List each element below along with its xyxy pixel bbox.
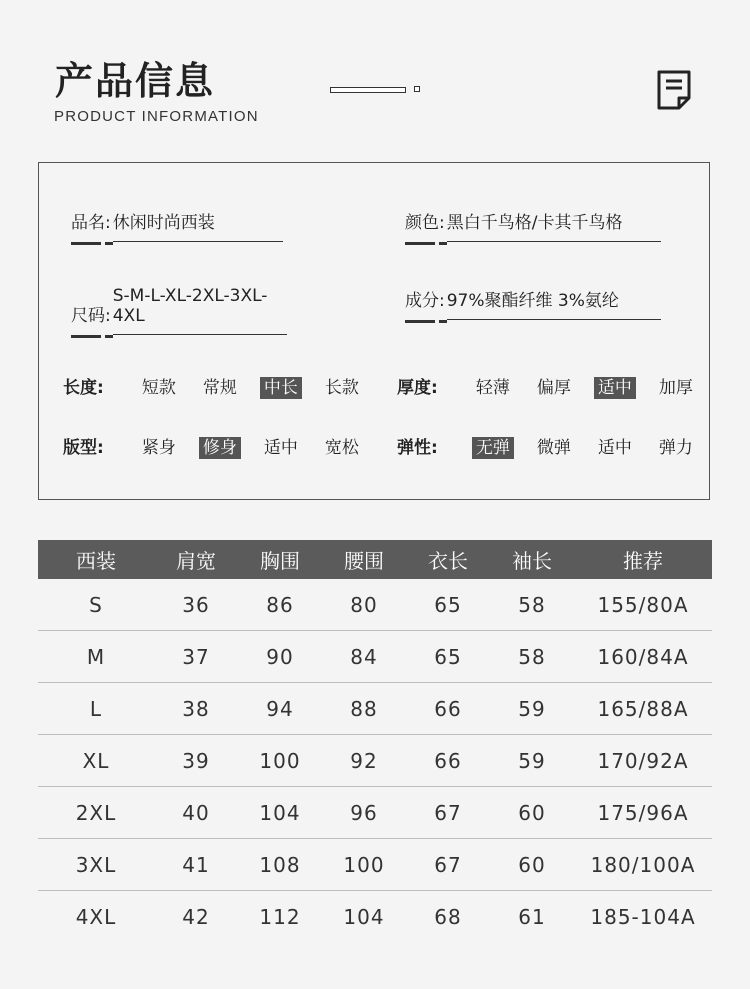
elasticity-row [397,433,706,458]
table-header-row [38,540,712,579]
thickness-label: 厚度: [397,378,438,398]
table-cell: 3XL [38,839,154,891]
table-cell: 59 [490,683,574,735]
length-option: 短款 [141,378,176,398]
column-header: 衣长 [406,540,490,579]
length-option: 常规 [202,378,237,398]
table-cell: 80 [322,579,406,631]
size-field [71,286,287,335]
thickness-option: 轻薄 [475,378,510,398]
table-cell: 100 [322,839,406,891]
color-label: 颜色: [405,208,445,233]
table-cell: 175/96A [574,787,712,839]
size-value: S-M-L-XL-2XL-3XL-4XL [113,286,287,335]
table-row [38,683,712,735]
size-label: 尺码: [71,301,111,326]
table-cell: 67 [406,787,490,839]
table-cell: 88 [322,683,406,735]
table-cell: 67 [406,839,490,891]
column-header: 袖长 [490,540,574,579]
fit-option: 修身 [189,433,250,458]
table-cell: 92 [322,735,406,787]
table-row [38,631,712,683]
table-cell: 104 [343,904,385,929]
table-cell: 104 [238,787,322,839]
size-chart-table [38,540,712,942]
fit-label: 版型: [63,438,104,458]
length-option: 长款 [324,378,359,398]
elasticity-label: 弹性: [397,438,438,458]
table-cell: 100 [238,735,322,787]
column-header: 西装 [38,540,154,579]
thickness-option: 加厚 [658,378,693,398]
table-cell: 37 [154,631,238,683]
table-cell: 160/84A [574,631,712,683]
column-header: 推荐 [574,540,712,579]
length-label: 长度: [63,378,104,398]
table-cell: 40 [154,787,238,839]
table-cell: 66 [406,683,490,735]
fit-row [63,433,372,458]
fit-option: 宽松 [324,438,359,458]
product-info-box [38,162,710,500]
thickness-row [397,373,706,398]
table-cell: L [38,683,154,735]
table-cell: 94 [238,683,322,735]
length-row [63,373,372,398]
page-subtitle: PRODUCT INFORMATION [54,108,259,125]
table-cell: 41 [154,839,238,891]
table-cell: 165/88A [574,683,712,735]
table-cell: 185-104A [590,904,696,929]
table-cell: 66 [406,735,490,787]
material-label: 成分: [405,286,445,311]
column-header: 肩宽 [154,540,238,579]
table-cell: 65 [406,631,490,683]
table-cell: 90 [238,631,322,683]
table-cell: 42 [182,904,210,929]
product-name-field [71,208,283,242]
table-cell: 170/92A [574,735,712,787]
table-cell: 96 [322,787,406,839]
decorative-line [330,87,406,93]
fit-option: 紧身 [141,438,176,458]
thickness-option: 偏厚 [536,378,571,398]
elasticity-option: 适中 [597,438,632,458]
table-cell: 38 [154,683,238,735]
table-cell: 86 [238,579,322,631]
table-cell: 180/100A [574,839,712,891]
page-title: 产品信息 [55,58,216,103]
table-cell: 60 [490,787,574,839]
table-cell: 84 [322,631,406,683]
color-field [405,208,661,242]
table-cell: 65 [406,579,490,631]
length-option: 中长 [250,373,311,398]
table-cell: 58 [490,631,574,683]
table-cell: XL [38,735,154,787]
decorative-dot [414,86,420,92]
elasticity-option: 无弹 [462,433,523,458]
table-cell: M [38,631,154,683]
table-cell: 58 [490,579,574,631]
thickness-option: 适中 [584,373,645,398]
table-cell: S [38,579,154,631]
table-cell: 60 [490,839,574,891]
table-cell: 68 [434,904,462,929]
elasticity-option: 弹力 [658,438,693,458]
column-header: 腰围 [322,540,406,579]
table-row [38,891,712,943]
elasticity-option: 微弹 [536,438,571,458]
table-cell: 39 [154,735,238,787]
document-icon [656,70,692,110]
table-cell: 61 [518,904,546,929]
material-field [405,286,661,320]
table-cell: 108 [238,839,322,891]
table-row [38,735,712,787]
product-name-value: 休闲时尚西装 [113,208,283,242]
table-cell: 112 [259,904,301,929]
table-row [38,839,712,891]
table-cell: 155/80A [574,579,712,631]
fit-option: 适中 [263,438,298,458]
table-cell: 4XL [75,904,117,929]
color-value: 黑白千鸟格/卡其千鸟格 [447,208,661,242]
product-name-label: 品名: [71,208,111,233]
table-row [38,787,712,839]
material-value: 97%聚酯纤维 3%氨纶 [447,286,661,320]
table-cell: 59 [490,735,574,787]
column-header: 胸围 [238,540,322,579]
table-cell: 2XL [38,787,154,839]
table-cell: 36 [154,579,238,631]
table-row [38,579,712,631]
